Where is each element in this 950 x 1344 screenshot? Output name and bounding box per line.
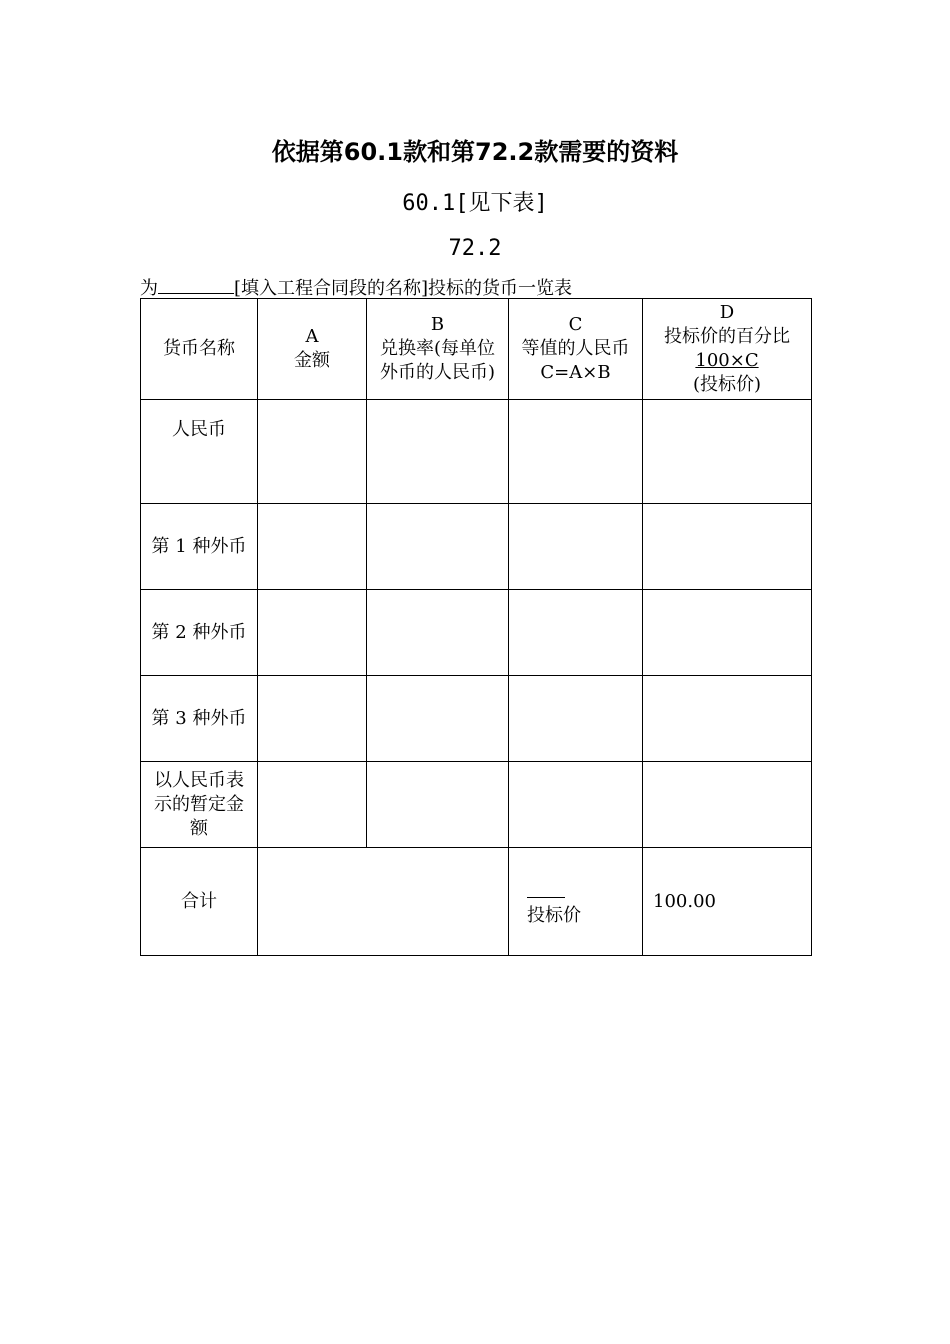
table-row [141, 590, 812, 676]
cell-a [258, 676, 367, 762]
table-row [141, 400, 812, 504]
header-row [141, 299, 812, 400]
cell-d [643, 676, 812, 762]
table-row [141, 504, 812, 590]
row-name-foreign-3: 第 3 种外币 [141, 676, 258, 762]
cell-a [258, 400, 367, 504]
row-name-foreign-2: 第 2 种外币 [141, 590, 258, 676]
table-caption [140, 274, 572, 300]
total-percent: 100.00 [643, 848, 812, 956]
cell-c [509, 504, 643, 590]
row-name-provisional: 以人民币表示的暂定金额 [141, 762, 258, 848]
document-title: 依据第60.1款和第72.2款需要的资料 [271, 138, 679, 166]
caption-prefix: 为 [140, 278, 158, 299]
row-name-rmb: 人民币 [141, 400, 258, 504]
header-c: C 等值的人民币 C=A×B [509, 299, 643, 400]
currency-table [140, 298, 812, 956]
total-label: 合计 [141, 848, 258, 956]
cell-a [258, 762, 367, 848]
cell-d [643, 400, 812, 504]
row-name-foreign-1: 第 1 种外币 [141, 504, 258, 590]
total-amount-cell [258, 848, 509, 956]
cell-b [367, 504, 509, 590]
cell-d [643, 590, 812, 676]
bid-price-blank [527, 897, 565, 898]
table-row [141, 676, 812, 762]
cell-d [643, 504, 812, 590]
cell-c [509, 590, 643, 676]
cell-a [258, 590, 367, 676]
cell-d [643, 762, 812, 848]
bid-price-label: 投标价 [527, 905, 581, 926]
project-name-blank [158, 276, 234, 294]
cell-b [367, 676, 509, 762]
cell-c [509, 400, 643, 504]
caption-suffix: [填入工程合同段的名称]投标的货币一览表 [234, 278, 573, 299]
header-a: A 金额 [258, 299, 367, 400]
cell-b [367, 400, 509, 504]
bid-price-cell [509, 848, 643, 956]
section-72-2: 72.2 [448, 236, 502, 261]
header-d: D 投标价的百分比 100×C (投标价) [643, 299, 812, 400]
cell-a [258, 504, 367, 590]
cell-b [367, 590, 509, 676]
table-row [141, 762, 812, 848]
header-currency-name: 货币名称 [141, 299, 258, 400]
cell-b [367, 762, 509, 848]
header-b: B 兑换率(每单位 外币的人民币) [367, 299, 509, 400]
total-row [141, 848, 812, 956]
cell-c [509, 762, 643, 848]
cell-c [509, 676, 643, 762]
section-60-1: 60.1[见下表] [402, 191, 548, 216]
